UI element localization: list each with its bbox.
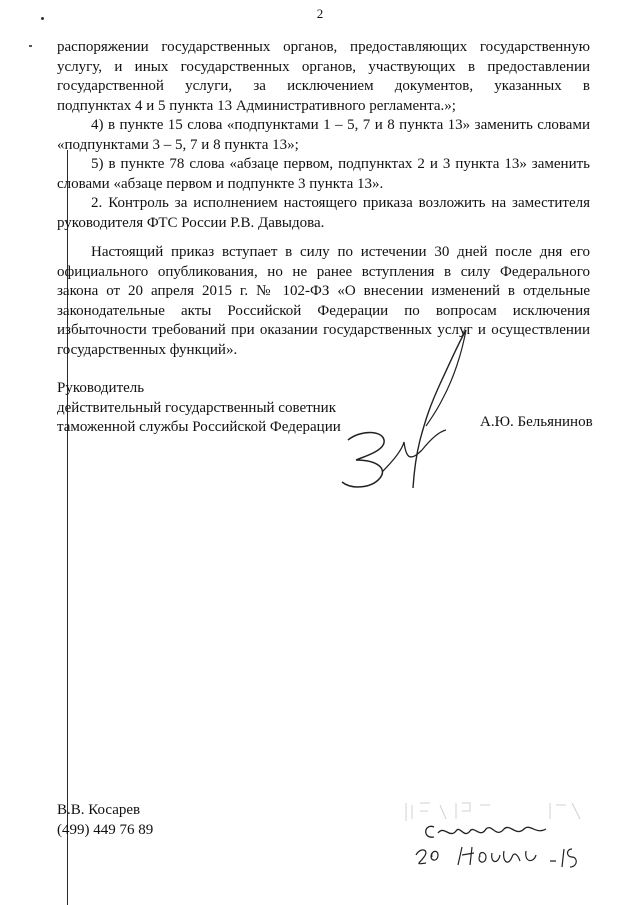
signatory-title (57, 379, 341, 438)
paragraph-item-5 (57, 155, 590, 194)
text-line: государственных функций». (57, 341, 238, 358)
text-line: законодательные акты Российской Федерации по вопросам исключения (57, 302, 590, 319)
faint-stamp (406, 803, 580, 821)
handwritten-note (400, 795, 600, 875)
text-line: 5) в пункте 78 слова «абзаце первом, подпунктах 2 и 3 пункта 13» заменить (91, 156, 590, 172)
text-line: избыточности требований при оказании государственных услуг и осуществлении (57, 322, 590, 338)
text-line: подпунктах 4 и 5 пункта 13 Административного регламента.»; (57, 97, 456, 114)
contact-phone: (499) 449 76 89 (57, 821, 154, 838)
text-line: услугу, и иных государственных органов, участвующих в предоставлении (57, 58, 590, 75)
text-line: словами «абзаце первом и подпункте 3 пункта 13». (57, 175, 384, 192)
paragraph-entry-into-force (57, 243, 590, 360)
scan-speck (41, 17, 44, 20)
contact-name: В.В. Косарев (57, 802, 141, 818)
paragraph-continuation (57, 38, 590, 116)
scan-speck (29, 45, 32, 47)
paragraph-item-4 (57, 116, 590, 155)
signatory-name: А.Ю. Бельянинов (480, 414, 593, 430)
contact-block (57, 801, 153, 840)
text-line: распоряжении государственных органов, предоставляющих государственную (57, 39, 590, 55)
text-line: официального опубликования, но не ранее вступления в силу Федерального (57, 263, 590, 280)
text-line: Настоящий приказ вступает в силу по истечении 30 дней после дня его (91, 244, 590, 260)
text-line: 4) в пункте 15 слова «подпунктами 1 – 5, 7 и 8 пункта 13» заменить словами (91, 117, 590, 133)
page-number: 2 (316, 6, 324, 21)
signatory-title-line: Руководитель (57, 380, 145, 396)
handwritten-signature (330, 322, 480, 502)
signatory-title-line: таможенной службы Российской Федерации (57, 419, 341, 435)
text-line: закона от 20 апреля 2015 г. № 102-ФЗ «О внесении изменений в отдельные (57, 283, 590, 299)
text-line: руководителя ФТС России Р.В. Давыдова. (57, 214, 325, 231)
text-line: «подпунктами 3 – 5, 7 и 8 пункта 13»; (57, 136, 299, 153)
signatory-title-line: действительный государственный советник (57, 399, 337, 416)
text-line: государственной услуги, за исключением документов, указанных в (57, 78, 590, 94)
text-line: 2. Контроль за исполнением настоящего приказа возложить на заместителя (91, 195, 590, 211)
paragraph-clause-2 (57, 194, 590, 233)
